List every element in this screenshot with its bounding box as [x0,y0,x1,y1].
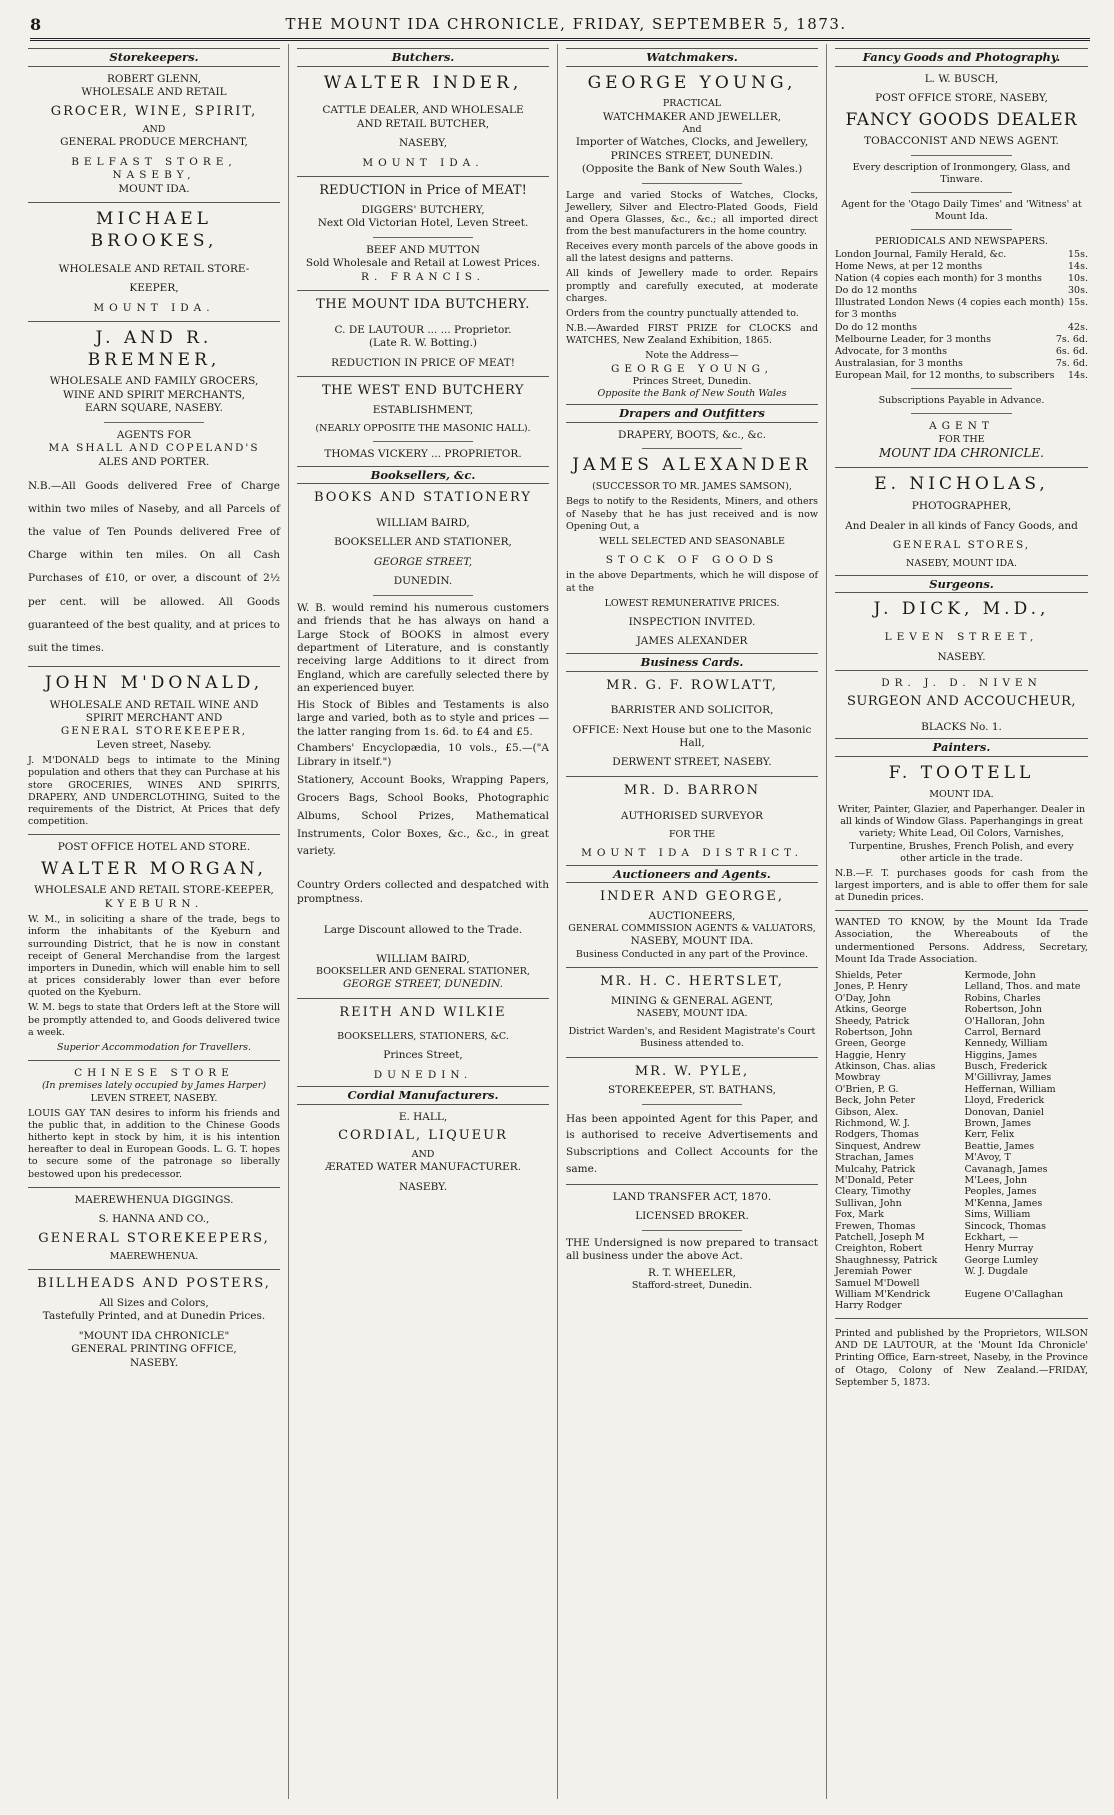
ad-name: GEORGE YOUNG, [587,72,797,93]
ad-line: MAEREWHENUA DIGGINGS. [74,1193,234,1206]
ad-line: LAND TRANSFER ACT, 1870. [612,1190,772,1203]
ad-name: THE WEST END BUTCHERY [321,382,525,398]
ad-line: Princes Street, [383,1049,463,1062]
ad-line: NASEBY, MOUNT IDA. [906,558,1017,570]
ad-body: N.B.—Awarded FIRST PRIZE for CLOCKS and WATCHES, New Zealand Exhibition, 1865. [566,323,818,347]
ad-line: Business Conducted in any part of the Province. [575,948,809,960]
ad-line: MOUNT IDA. [929,788,994,800]
ad-body: All kinds of Jewellery made to order. Repairs promptly and carefully executed, at moderate charges. [566,268,818,304]
column-3 [558,44,827,1799]
ad-body: Large and varied Stocks of Watches, Clocks, Jewellery, Silver and Electro-Plated Goods, Field and Opera Glasses, &c., &c.; all imported direct from the best manufacturers in the home country. [566,189,818,237]
price-row: Australasian, for 3 months 7s. 6d. [835,357,1088,369]
ad-line: LICENSED BROKER. [635,1210,749,1223]
ad-line: DUNEDIN. [393,575,453,588]
masthead [30,10,1090,41]
section-header-business: Business Cards. [566,653,818,672]
ad-body: N.B.—All Goods delivered Free of Charge within two miles of Naseby, and all Parcels of the value of Ten Pounds delivered Free of Charge within ten miles. On all Cash Purchases of £10, or over, a discount of 2½ per cent. will be allowed. All Goods guaranteed of the best quality, and at prices to suit the times. [28,480,280,654]
section-header-watchmakers: Watchmakers. [566,48,818,67]
ad-line: POST OFFICE STORE, NASEBY, [875,92,1048,105]
ad-line: AGENT [929,420,994,433]
ad-line: Sold Wholesale and Retail at Lowest Prices. [305,257,541,270]
ad-line: BOOKSELLERS, STATIONERS, &C. [337,1031,509,1043]
ad-line: GENERAL STORES, [892,539,1031,552]
section-header-fancy-goods: Fancy Goods and Photography. [835,48,1088,67]
ad-line: BELFAST STORE, NASEBY, [71,155,237,182]
section-header-surgeons: Surgeons. [835,575,1088,594]
ad-line: STOCK OF GOODS [605,554,779,566]
ad-robert-glenn [28,73,280,196]
ad-line: GENERAL PRINTING OFFICE, [71,1343,237,1356]
ad-line: CATTLE DEALER, AND WHOLESALE [322,104,524,117]
ad-line: R. T. WHEELER, [648,1266,736,1279]
ad-body: Country Orders collected and despatched with promptness. [297,879,549,905]
ad-line: THOMAS VICKERY ... PROPRIETOR. [324,448,522,461]
ad-body: Large Discount allowed to the Trade. [323,924,523,937]
ad-line: "MOUNT IDA CHRONICLE" [78,1329,230,1342]
ad-body: N.B.—F. T. purchases goods for cash from the largest importers, and is able to offer them for sale at Dunedin prices. [835,867,1088,904]
ad-pyle [566,1064,818,1178]
ad-line: DIGGERS' BUTCHERY, [361,203,485,216]
ad-line: GENERAL STOREKEEPERS, [38,1230,270,1246]
ad-name: REITH AND WILKIE [339,1004,507,1020]
section-header-drapers: Drapers and Outfitters [566,404,818,423]
ad-line: TOBACCONIST AND NEWS AGENT. [864,135,1059,148]
ad-name: S. HANNA AND CO., [98,1213,210,1226]
ad-line: BLACKS No. 1. [921,721,1002,734]
ad-body: THE Undersigned is now prepared to transact all business under the above Act. [566,1236,818,1263]
ad-line: MOUNT IDA. [118,182,190,195]
ad-line: Princes Street, Dunedin. [632,376,752,387]
ad-line: LEVEN STREET, [884,631,1039,644]
ad-line: SPIRIT MERCHANT AND [85,712,223,724]
column-1 [20,44,289,1799]
ad-body: W. M. begs to state that Orders left at the Store will be promptly attended to, and Goods delivered twice a week. [28,1002,280,1038]
ad-line: All Sizes and Colors, [99,1297,209,1309]
ad-line: BEEF AND MUTTON [366,243,480,256]
ad-body: Stationery, Account Books, Wrapping Papers, Grocers Bags, School Books, Photographic Albums, School Prizes, Mathematical Instruments, Color Boxes, &c., &c., in great variety. [297,773,549,858]
ad-busch [835,73,1088,462]
ad-line: DRAPERY, BOOTS, &c., &c. [618,429,766,442]
ad-west-end-butchery [297,383,549,462]
ad-line: LOWEST REMUNERATIVE PRICES. [604,597,780,609]
section-header-storekeepers: Storekeepers. [28,48,280,67]
ad-line: (Late R. W. Botting.) [368,337,478,350]
ad-line: NASEBY, MOUNT IDA. [636,1008,748,1020]
ad-line: NASEBY. [129,1356,179,1369]
names-column-left: Shields, Peter Jones, P. Henry O'Day, John Atkins, George Sheedy, Patrick Robertson, John Green, George Haggie, Henry Atkinson, Chas. alias Mowbray O'Brien, P. G. Beck, John Peter Gibson, Alex. Richmond, W. J. Rodgers, Thomas Sinquest, Andrew Strachan, James Mulcahy, Patrick M'Donald, Peter Cleary, Timothy Sullivan, John Fox, Mark Frewen, Thomas Patchell, Joseph M Creighton, Robert Shaughnessy, Patrick Jeremiah Power Samuel M'Dowell William M'Kendrick Harry Rodger [835,969,938,1312]
ad-line: AND [411,1148,435,1160]
ad-michael-brookes [28,209,280,315]
ad-name: JAMES ALEXANDER [572,455,812,476]
section-header-cordial: Cordial Manufacturers. [297,1086,549,1105]
ad-line: WATCHMAKER AND JEWELLER, [602,110,782,123]
ad-line: MOUNT IDA. [362,156,484,169]
ad-name: E. NICHOLAS, [874,474,1049,495]
ad-line: NASEBY, [398,137,448,150]
price-row: Home News, at per 12 months 14s. [835,260,1088,272]
newspaper-title: THE MOUNT IDA CHRONICLE, FRIDAY, SEPTEMBER 5, 1873. [285,15,847,33]
ad-line: (NEARLY OPPOSITE THE MASONIC HALL). [315,423,531,435]
ad-line: LEVEN STREET, NASEBY. [90,1092,218,1104]
ad-tootell [835,763,1088,904]
ad-name: THE MOUNT IDA BUTCHERY. [316,297,530,313]
ad-line: STOREKEEPER, ST. BATHANS, [608,1084,776,1097]
ad-name: MR. H. C. HERTSLET, [600,974,784,990]
ad-e-hall [297,1111,549,1194]
ad-line: R. FRANCIS. [361,270,485,283]
ad-name: J. AND R. BREMNER, [87,327,221,370]
ad-john-mdonald [28,673,280,828]
ad-line: (Opposite the Bank of New South Wales.) [581,163,803,176]
ad-louis-gay-tan [28,1067,280,1181]
ad-body: Has been appointed Agent for this Paper, and is authorised to receive Advertisements and Subscriptions and Collect Accounts for the same. [566,1112,818,1176]
ad-name: MICHAEL BROOKES, [90,209,218,251]
ad-line: WHOLESALE AND RETAIL STORE-KEEPER, [34,884,274,897]
ad-name: BILLHEADS AND POSTERS, [37,1276,271,1292]
ad-line: ÆRATED WATER MANUFACTURER. [324,1161,522,1174]
ad-line: GROCER, WINE, SPIRIT, [50,103,258,119]
ad-line: WILLIAM BAIRD, [376,952,470,965]
price-row: Advocate, for 3 months 6s. 6d. [835,345,1088,357]
ad-body: J. M'DONALD begs to intimate to the Mining population and others that they can Purchase at his store GROCERIES, WINES AND SPIRITS, DRAPERY, AND UNDERCLOTHING, Suited to the requirements of the District, At Prices that defy competition. [28,755,280,828]
ad-name: BOOKS AND STATIONERY [313,490,533,506]
ad-line: Superior Accommodation for Travellers. [56,1041,252,1053]
page-number: 8 [30,14,43,34]
ad-body: Every description of Ironmongery, Glass, and Tinware. [852,161,1071,185]
ad-body: Begs to notify to the Residents, Miners, and others of Naseby that he has just received and is now Opening Out, a [566,496,818,532]
ad-hertslet [566,974,818,1051]
ad-line: KEEPER, [129,282,179,295]
ad-name: REDUCTION in Price of MEAT! [319,183,527,199]
ad-line: ALES AND PORTER. [98,455,210,468]
ad-name: L. W. BUSCH, [924,72,999,85]
ad-line: AUTHORISED SURVEYOR [620,809,764,822]
ad-line: (SUCCESSOR TO MR. JAMES SAMSON), [592,481,792,493]
ad-billheads [28,1276,280,1370]
ad-line: District Warden's, and Resident Magistrate's Court Business attended to. [568,1026,816,1050]
ad-name: WALTER MORGAN, [41,858,267,879]
ad-line: C. DE LAUTOUR ... ... Proprietor. [334,323,512,336]
section-header-booksellers: Booksellers, &c. [297,466,549,485]
ad-line: GEORGE YOUNG, [611,362,773,375]
ad-body: Writer, Painter, Glazier, and Paperhanger. Dealer in all kinds of Window Glass. Paperhangings in great variety; White Lead, Oil Colors, Varnishes, Turpentine, Brushes, French Polish, and every other article in the trade. [837,804,1086,864]
price-row: London Journal, Family Herald, &c. 15s. [835,248,1088,260]
ad-line: Next Old Victorian Hotel, Leven Street. [317,217,529,230]
ad-diggers-butchery [297,183,549,284]
ad-nicholas [835,474,1088,570]
ad-line: FOR THE [938,433,985,445]
ad-line: MAEREWHENUA. [109,1251,199,1263]
ad-line: WHOLESALE AND RETAIL STORE- [58,262,250,275]
ad-line: POST OFFICE HOTEL AND STORE. [57,841,251,854]
ad-dick [835,599,1088,664]
ad-body: W. B. would remind his numerous customers and friends that he has always on hand a Large Stock of BOOKS in almost every department of Literature, and is constantly receiving large Additions to it direct from England, which are carefully selected there by an experienced buyer. [297,601,549,695]
ad-line: CORDIAL, LIQUEUR [338,1128,508,1144]
ad-mount-ida-butchery [297,297,549,370]
price-list [835,249,1088,383]
price-row: Illustrated London News (4 copies each month) for 3 months 15s. [835,297,1088,321]
ad-line: PERIODICALS AND NEWSPAPERS. [875,236,1048,248]
ad-line: Stafford-street, Dunedin. [631,1280,753,1292]
ad-line: PRINCES STREET, DUNEDIN. [610,149,774,162]
names-list [835,970,1088,1312]
ad-line: JAMES ALEXANDER [636,635,748,648]
ad-line: ESTABLISHMENT, [372,403,474,416]
ad-line: NASEBY, MOUNT IDA. [630,935,754,948]
ad-line: WHOLESALE AND FAMILY GROCERS, [49,375,259,388]
section-header-butchers: Butchers. [297,48,549,67]
ad-name: ROBERT GLENN, [106,72,202,85]
ad-line: WILLIAM BAIRD, [376,516,470,529]
ad-line: MOUNT IDA CHRONICLE. [879,446,1044,461]
ad-line: Note the Address— [645,350,739,362]
ad-line: KYEBURN. [104,897,204,910]
ad-name: E. HALL, [398,1110,448,1123]
ad-name: F. TOOTELL [888,763,1035,784]
ad-name: MR. W. PYLE, [634,1063,750,1079]
ad-line: FOR THE [668,828,716,840]
ad-name: MR. G. F. ROWLATT, [606,677,778,693]
ad-line: AND [142,124,166,136]
ad-line: MA SHALL AND COPELAND'S [48,442,260,455]
ad-body: W. M., in soliciting a share of the trade, begs to inform the inhabitants of the Kyeburn and surrounding District, that he is now in constant receipt of General Merchandise from the largest importers in Dunedin, which will enable him to sell at prices considerably lower than ever before quoted on the Kyeburn. [28,914,280,999]
price-row: European Mail, for 12 months, to subscribers 14s. [835,370,1088,382]
ad-line: AND RETAIL BUTCHER, [356,117,490,130]
ad-line: WHOLESALE AND RETAIL WINE AND [49,698,259,711]
ad-body: LOUIS GAY TAN desires to inform his friends and the public that, in addition to the Chinese Goods hitherto kept in stock by him, it is his intention hereafter to deal in European Goods. L. G. T. hopes to secure some of the patronage so liberally bestowed upon his predecessor. [28,1107,280,1180]
section-header-painters: Painters. [835,738,1088,757]
ad-line: FANCY GOODS DEALER [845,109,1078,130]
ad-niven [835,677,1088,735]
ad-name: DR. J. D. NIVEN [881,676,1042,689]
ad-line: NASEBY. [398,1180,448,1193]
price-row: Nation (4 copies each month) for 3 months 10s. [835,272,1088,284]
ad-line: Opposite the Bank of New South Wales [597,388,787,400]
ad-line: GENERAL STOREKEEPER, [60,725,248,738]
ad-line: And [682,124,702,136]
ad-name: JOHN M'DONALD, [44,672,264,693]
ad-wanted-to-know [835,917,1088,1311]
ad-name: MR. D. BARRON [623,782,761,798]
ad-george-young [566,73,818,401]
ad-line: Importer of Watches, Clocks, and Jewellery, [575,136,809,149]
ad-line: MOUNT IDA DISTRICT. [581,847,803,860]
ad-william-baird [297,490,549,991]
ad-inder-george [566,889,818,961]
ad-hanna [28,1194,280,1264]
ad-body: WANTED TO KNOW, by the Mount Ida Trade Association, the Whereabouts of the undermentioned Persons. Address, Secretary, Mount Ida Trade Association. [835,917,1088,965]
column-4 [827,44,1096,1799]
names-column-right: Kermode, John Lelland, Thos. and mate Robins, Charles Robertson, John O'Halloran, John Carrol, Bernard Kennedy, William Higgins, James Busch, Frederick M'Gillivray, James Heffernan, William Lloyd, Frederick Donovan, Daniel Brown, James Kerr, Felix Beattie, James M'Avoy, T Cavanagh, James M'Lees, John Peoples, James M'Kenna, James Sims, William Sincock, Thomas Eckhart, — Henry Murray George Lumley W. J. Dugdale Eugene O'Callaghan [964,969,1081,1300]
ad-line: INSPECTION INVITED. [628,615,756,628]
ad-line: Subscriptions Payable in Advance. [878,395,1045,407]
ad-line: REDUCTION IN PRICE OF MEAT! [331,356,515,369]
ad-line: BOOKSELLER AND GENERAL STATIONER, [316,965,530,977]
ad-line: GEORGE STREET, [373,555,473,568]
column-2 [289,44,558,1799]
ad-line: EARN SQUARE, NASEBY. [85,402,223,415]
ad-james-alexander [566,429,818,649]
price-row: Melbourne Leader, for 3 months 7s. 6d. [835,333,1088,345]
ad-line: MINING & GENERAL AGENT, [610,994,774,1007]
ad-line: NASEBY. [937,650,986,663]
ad-line: Leven street, Naseby. [96,738,212,751]
ad-line: DERWENT STREET, NASEBY. [612,756,772,769]
ad-name: WALTER INDER, [323,72,523,93]
imprint: Printed and published by the Proprietors, WILSON AND DE LAUTOUR, at the 'Mount Ida Chronicle' Printing Office, Earn-street, Naseby, in the Province of Otago, Colony of New Zealand.—FRIDAY, September 5, 1873. [835,1328,1088,1388]
ad-line: And Dealer in all kinds of Fancy Goods, and [845,519,1078,532]
columns [20,44,1098,1799]
ad-body: His Stock of Bibles and Testaments is also large and varied, both as to style and prices —the latter ranging from 1s. 6d. to £4 and £5. [297,698,549,738]
ad-reith-wilkie [297,1005,549,1083]
ad-bremner [28,328,280,660]
ad-line: BOOKSELLER AND STATIONER, [334,536,512,549]
ad-line: AGENTS FOR [116,428,192,441]
ad-line: DUNEDIN. [373,1068,473,1081]
ad-wheeler [566,1191,818,1292]
ad-line: AUCTIONEERS, [648,909,736,922]
ad-barron [566,783,818,861]
ad-line: CHINESE STORE [74,1067,234,1080]
ad-line: PHOTOGRAPHER, [911,500,1012,513]
ad-body: in the above Departments, which he will dispose of at the [566,570,818,594]
ad-line: PRACTICAL [662,98,722,110]
ad-body: Orders from the country punctually attended to. [566,307,799,319]
ad-line: GENERAL COMMISSION AGENTS & VALUATORS, [568,923,816,935]
ad-line: MOUNT IDA. [93,301,215,314]
ad-line: GEORGE STREET, DUNEDIN. [342,978,504,991]
ad-line: SURGEON AND ACCOUCHEUR, [846,694,1077,710]
ad-line: GENERAL PRODUCE MERCHANT, [60,136,248,149]
section-header-auctioneers: Auctioneers and Agents. [566,865,818,884]
ad-body: Receives every month parcels of the above goods in all the latest designs and patterns. [566,241,818,265]
ad-walter-inder [297,73,549,171]
price-row: Do do 12 months 30s. [835,285,1088,297]
ad-line: OFFICE: Next House but one to the Masonic Hall, [572,723,812,749]
ad-walter-morgan [28,841,280,1054]
ad-line: WINE AND SPIRIT MERCHANTS, [63,388,245,401]
price-row: Do do 12 months 42s. [835,321,1088,333]
ad-name: J. DICK, M.D., [873,599,1050,620]
ad-body: Chambers' Encyclopædia, 10 vols., £5.—("A Library in itself.") [297,742,549,768]
ad-line: WELL SELECTED AND SEASONABLE [598,535,785,547]
ad-line: (In premises lately occupied by James Harper) [41,1080,267,1092]
ad-line: BARRISTER AND SOLICITOR, [610,704,774,717]
ad-body: Agent for the 'Otago Daily Times' and 'Witness' at Mount Ida. [841,199,1082,223]
ad-line: Tastefully Printed, and at Dunedin Prices. [42,1310,266,1323]
ad-name: INDER AND GEORGE, [600,889,784,905]
ad-rowlatt [566,678,818,770]
ad-line: WHOLESALE AND RETAIL [81,86,227,99]
